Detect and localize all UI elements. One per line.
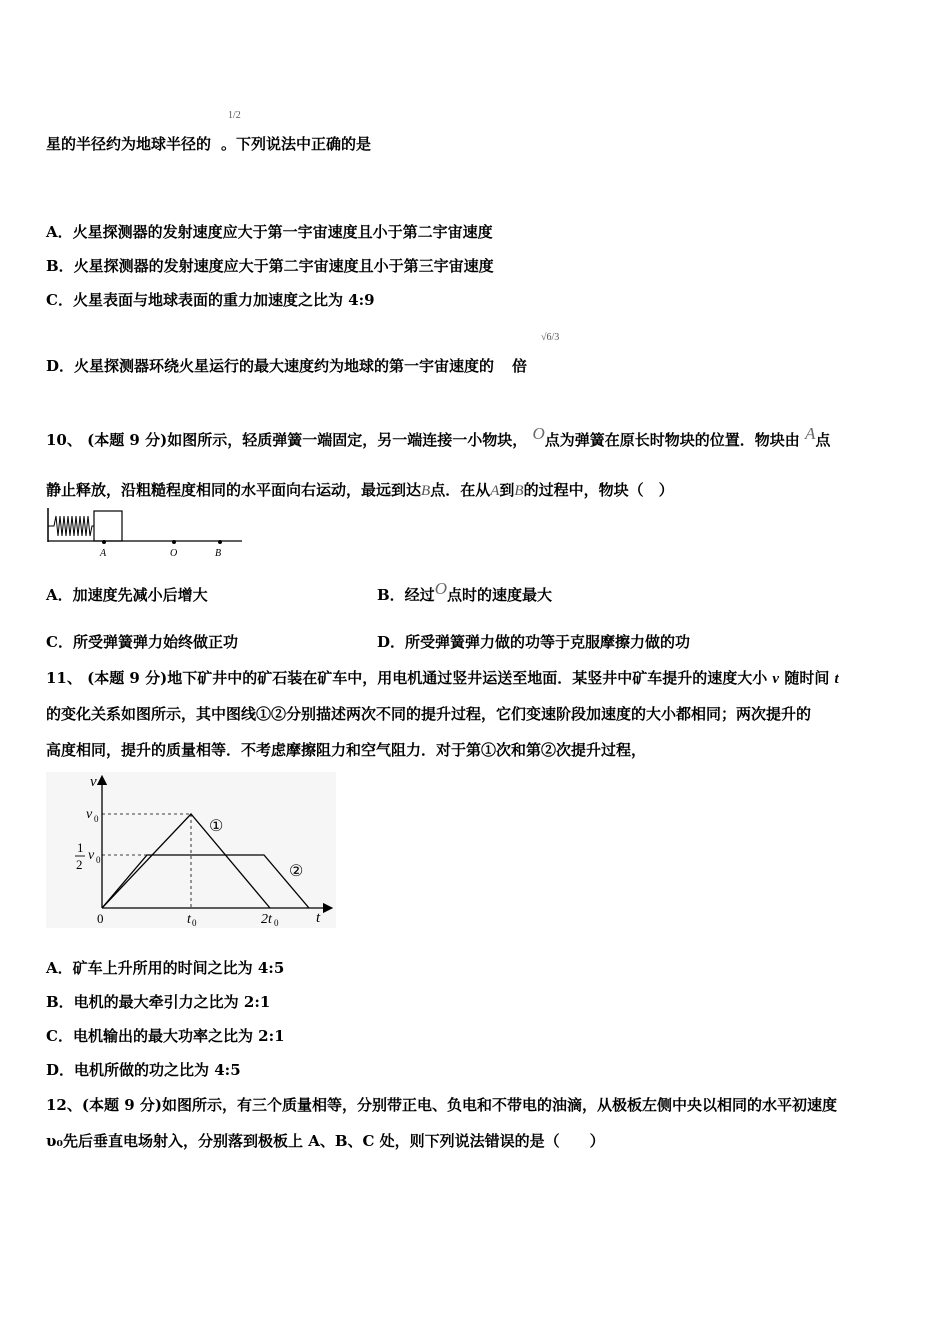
curve-2-label: ② — [289, 863, 304, 880]
q11-option-d[interactable]: D．电机所做的功之比为 4:5 — [46, 1061, 241, 1079]
two-t0-subscript: 0 — [274, 918, 279, 928]
spring-coil — [48, 516, 94, 536]
q10-stem-line2: 静止释放，沿粗糙程度相同的水平面向右运动，最远到达B点．在从A到B的过程中，物块（ ） — [46, 481, 674, 499]
symbol-a: A — [804, 424, 816, 443]
v0-label: v — [86, 807, 93, 822]
velocity-time-graph — [46, 772, 336, 928]
half-numerator: 1 — [77, 840, 84, 855]
q11-option-b[interactable]: B．电机的最大牵引力之比为 2:1 — [46, 993, 271, 1011]
q11-stem-line3: 高度相同，提升的质量相等．不考虑摩擦阻力和空气阻力．对于第①次和第②次提升过程， — [46, 741, 647, 759]
q10-option-a[interactable]: A．加速度先减小后增大 — [46, 586, 208, 604]
q10-option-b[interactable]: B．经过O点时的速度最大 — [377, 579, 552, 604]
q9-option-d[interactable]: D．火星探测器环绕火星运行的最大速度约为地球的第一宇宙速度的 倍 — [46, 357, 528, 375]
t0-label: t — [187, 912, 191, 927]
q10-stem-line1: 10、 (本题 9 分)如图所示，轻质弹簧一端固定，另一端连接一小物块， O点为弹簧在原长时物块的位置．物块由 A点 — [46, 424, 831, 449]
q10-option-d[interactable]: D．所受弹簧弹力做的功等于克服摩擦力做的功 — [377, 633, 691, 651]
q9-stem: 星的半径约为地球半径的 。下列说法中正确的是 — [46, 135, 372, 153]
t0-subscript: 0 — [192, 918, 197, 928]
symbol-b: B — [421, 483, 431, 499]
half-v0-subscript: 0 — [96, 855, 101, 865]
t-axis-label: t — [316, 910, 321, 926]
label-b: B — [215, 548, 222, 559]
q11-stem-line1: 11、 (本题 9 分)地下矿井中的矿石装在矿车中，用电机通过竖井运送至地面．某竖井中矿车提升的速度大小 v 随时间 t — [46, 669, 839, 687]
symbol-o: O — [532, 424, 545, 443]
symbol-a-2: A — [490, 483, 500, 499]
half-denominator: 2 — [76, 857, 83, 872]
half-v0-label: v — [88, 848, 95, 863]
q9-fraction-half: 1/2 — [228, 110, 241, 121]
q11-option-a[interactable]: A．矿车上升所用的时间之比为 4:5 — [46, 959, 285, 977]
v-axis-label: v — [90, 774, 97, 790]
v0-subscript: 0 — [94, 814, 99, 824]
origin-label: 0 — [97, 911, 104, 926]
symbol-o-2: O — [434, 579, 447, 598]
curve-1-label: ① — [209, 818, 224, 835]
label-o: O — [170, 548, 178, 559]
q9-fraction-root6-over-3: √6/3 — [541, 332, 560, 343]
symbol-b-2: B — [514, 483, 524, 499]
q10-option-c[interactable]: C．所受弹簧弹力始终做正功 — [46, 633, 238, 651]
q12-stem-line1: 12、(本题 9 分)如图所示，有三个质量相等，分别带正电、负电和不带电的油滴，从极板左侧中央以相同的水平初速度 — [46, 1096, 837, 1114]
label-a: A — [100, 548, 107, 559]
q9-option-c[interactable]: C．火星表面与地球表面的重力加速度之比为 4:9 — [46, 291, 375, 309]
q11-option-c[interactable]: C．电机输出的最大功率之比为 2:1 — [46, 1027, 285, 1045]
two-t0-label: 2t — [261, 912, 272, 927]
spring-block-figure — [44, 506, 244, 562]
q9-option-b[interactable]: B．火星探测器的发射速度应大于第二宇宙速度且小于第三宇宙速度 — [46, 257, 494, 275]
block — [94, 511, 122, 541]
q9-option-a[interactable]: A．火星探测器的发射速度应大于第一宇宙速度且小于第二宇宙速度 — [46, 223, 493, 241]
q11-stem-line2: 的变化关系如图所示，其中图线①②分别描述两次不同的提升过程，它们变速阶段加速度的大小都相同；两次提升的 — [46, 705, 812, 723]
q12-stem-line2: υ₀先后垂直电场射入，分别落到极板上 A、B、C 处，则下列说法错误的是（ ） — [46, 1132, 605, 1150]
